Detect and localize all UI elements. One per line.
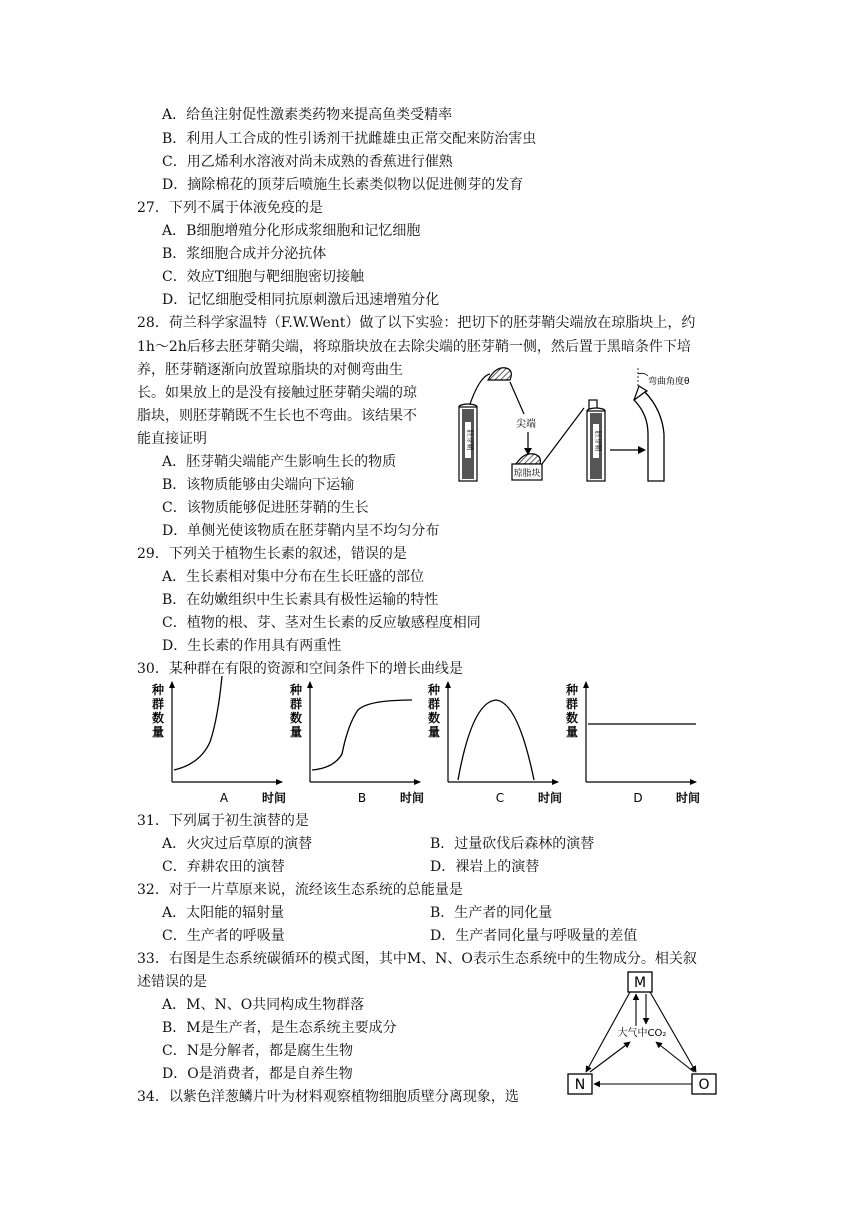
q33-option-d: D．O是消费者，都是自养生物 [162, 1066, 353, 1082]
q27-option-b: B．浆细胞合成并分泌抗体 [162, 246, 327, 262]
q31-stem: 31．下列属于初生演替的是 [137, 813, 309, 829]
q29-option-d: D．生长素的作用具有两重性 [162, 638, 342, 654]
y-axis-arrow [445, 681, 451, 688]
growth-curve-A [174, 676, 222, 770]
graph-letter-A: A [219, 791, 229, 805]
x-axis-arrow [276, 779, 283, 785]
q32-option-d: D．生产者同化量与呼吸量的差值 [430, 928, 638, 944]
y-axis-label-char: 群 [427, 697, 441, 711]
q29-stem: 29．下列关于植物生长素的叙述，错误的是 [137, 546, 407, 562]
q31-option-d: D．裸岩上的演替 [430, 859, 540, 875]
y-axis-label-char: 种 [151, 683, 165, 697]
q28-stem-line2: 1h～2h后移去胚芽鞘尖端，将琼脂块放在去除尖端的胚芽鞘一侧，然后置于黑暗条件下培 [137, 339, 691, 355]
q33-option-a: A．M、N、O共同构成生物群落 [162, 997, 365, 1013]
node-o: O [698, 1077, 710, 1093]
y-axis-label-char: 数 [427, 711, 441, 725]
y-axis-label-char: 数 [151, 711, 165, 725]
x-axis-arrow [414, 779, 421, 785]
went-experiment-figure [448, 364, 690, 486]
node-m: M [633, 975, 647, 991]
option-a: A．给鱼注射促性激素类药物来提高鱼类受精率 [162, 107, 453, 123]
graph-letter-D: D [633, 791, 643, 805]
q28-stem-line3: 养，胚芽鞘逐渐向放置琼脂块的对侧弯曲生 [137, 362, 403, 378]
x-axis-arrow [552, 779, 559, 785]
y-axis-arrow [169, 681, 175, 688]
y-axis-arrow [307, 681, 313, 688]
q28-option-c: C．该物质能够促进胚芽鞘的生长 [162, 500, 369, 516]
y-axis-label-char: 种 [565, 683, 579, 697]
q32-stem: 32．对于一片草原来说，流经该生态系统的总能量是 [137, 882, 463, 898]
q33-option-b: B．M是生产者，是生态系统主要成分 [162, 1020, 397, 1036]
y-axis-label-char: 量 [289, 725, 303, 739]
y-axis-label-char: 群 [565, 697, 579, 711]
x-axis-label: 时间 [675, 791, 701, 805]
y-axis-label-char: 量 [427, 725, 441, 739]
q34-stem: 34．以紫色洋葱鳞片叶为材料观察植物细胞质壁分离现象，选 [137, 1089, 519, 1105]
q28-stem-line4: 长。如果放上的是没有接触过胚芽鞘尖端的琼 [137, 385, 417, 401]
growth-curve-B [312, 700, 412, 770]
q28-option-a: A．胚芽鞘尖端能产生影响生长的物质 [162, 454, 397, 470]
q32-option-a: A．太阳能的辐射量 [162, 905, 285, 921]
x-axis-label: 时间 [261, 791, 287, 805]
q32-option-c: C．生产者的呼吸量 [162, 928, 285, 944]
q28-stem-line5: 脂块，则胚芽鞘既不生长也不弯曲。该结果不 [137, 408, 417, 424]
q29-option-b: B．在幼嫩组织中生长素具有极性运输的特性 [162, 592, 439, 608]
atmosphere-co2-label: 大气中CO₂ [617, 1028, 667, 1039]
y-axis-label-char: 量 [565, 725, 579, 739]
q33-option-c: C．N是分解者，都是腐生生物 [162, 1043, 353, 1059]
option-b: B．利用人工合成的性引诱剂干扰雌雄虫正常交配来防治害虫 [162, 131, 537, 147]
q27-option-d: D．记忆细胞受相同抗原刺激后迅速增殖分化 [162, 292, 440, 308]
q27-option-a: A．B细胞增殖分化形成浆细胞和记忆细胞 [162, 223, 421, 239]
coleoptile-with-agar [587, 400, 605, 481]
q32-option-b: B．生产者的同化量 [430, 905, 553, 921]
tip-label: 尖端 [516, 419, 536, 430]
coleoptile-cut [459, 404, 477, 481]
angle-label: 弯曲角度θ [648, 377, 690, 387]
q33-stem-line1: 33．右图是生态系统碳循环的模式图，其中M、N、O表示生态系统中的生物成分。相关叙 [137, 951, 697, 967]
x-axis-arrow [690, 779, 697, 785]
q31-option-c: C．弃耕农田的演替 [162, 859, 285, 875]
bent-coleoptile [634, 392, 664, 481]
y-axis-label-char: 数 [289, 711, 303, 725]
carbon-cycle-figure [564, 968, 720, 1100]
q29-option-a: A．生长素相对集中分布在生长旺盛的部位 [162, 569, 425, 585]
q28-stem-line6: 能直接证明 [137, 431, 207, 447]
coleoptile-label-1: 胚芽鞘 [466, 429, 474, 451]
y-axis-arrow [583, 681, 589, 688]
y-axis-label-char: 量 [151, 725, 165, 739]
q28-option-b: B．该物质能够由尖端向下运输 [162, 477, 355, 493]
q30-stem: 30．某种群在有限的资源和空间条件下的增长曲线是 [137, 661, 463, 677]
y-axis-label-char: 种 [289, 683, 303, 697]
x-axis-label: 时间 [399, 791, 425, 805]
coleoptile-label-2: 胚芽鞘 [594, 430, 602, 452]
graph-letter-B: B [357, 791, 367, 805]
growth-curve-C [458, 700, 534, 780]
q29-option-c: C．植物的根、芽、茎对生长素的反应敏感程度相同 [162, 615, 481, 631]
y-axis-label-char: 群 [289, 697, 303, 711]
graph-letter-C: C [495, 791, 505, 805]
option-c: C．用乙烯利水溶液对尚未成熟的香蕉进行催熟 [162, 154, 453, 170]
x-axis-label: 时间 [537, 791, 563, 805]
agar-label: 琼脂块 [513, 469, 541, 479]
q31-option-b: B．过量砍伐后森林的演替 [430, 836, 595, 852]
y-axis-label-char: 种 [427, 683, 441, 697]
growth-curves-figure [150, 678, 720, 808]
q27-stem: 27．下列不属于体液免疫的是 [137, 200, 323, 216]
q28-option-d: D．单侧光使该物质在胚芽鞘内呈不均匀分布 [162, 523, 440, 539]
q31-option-a: A．火灾过后草原的演替 [162, 836, 313, 852]
node-n: N [574, 1077, 586, 1093]
option-d: D．摘除棉花的顶芽后喷施生长素类似物以促进侧芽的发育 [162, 177, 524, 193]
y-axis-label-char: 群 [151, 697, 165, 711]
y-axis-label-char: 数 [565, 711, 579, 725]
tip-shape [488, 368, 511, 380]
q28-stem-line1: 28．荷兰科学家温特（F.W.Went）做了以下实验：把切下的胚芽鞘尖端放在琼脂块上，约 [137, 315, 696, 331]
q33-stem-line2: 述错误的是 [137, 974, 207, 990]
q27-option-c: C．效应T细胞与靶细胞密切接触 [162, 269, 365, 285]
